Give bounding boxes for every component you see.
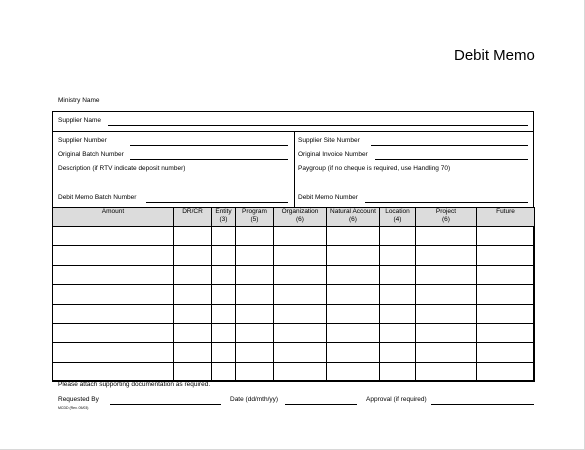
column-header-code: (3) [219, 216, 228, 223]
table-row [53, 265, 535, 284]
table-cell[interactable] [327, 227, 380, 246]
table-cell[interactable] [380, 227, 416, 246]
debit-memo-number-field[interactable] [365, 202, 528, 203]
table-cell[interactable] [236, 362, 274, 381]
table-cell[interactable] [477, 304, 535, 323]
paygroup-label: Paygroup (if no cheque is required, use Handling 70) [298, 165, 451, 172]
table-row [53, 323, 535, 342]
table-cell[interactable] [212, 323, 236, 342]
table-row [53, 285, 535, 304]
table-cell[interactable] [327, 285, 380, 304]
table-cell[interactable] [212, 304, 236, 323]
table-row [53, 343, 535, 362]
column-header-label: Organization [281, 208, 319, 215]
table-row [53, 246, 535, 265]
table-cell[interactable] [416, 343, 477, 362]
table-cell[interactable] [274, 227, 327, 246]
original-invoice-number-field[interactable] [375, 159, 528, 160]
table-cell[interactable] [380, 246, 416, 265]
column-header-code: (6) [442, 216, 450, 223]
column-header [477, 208, 535, 227]
column-header-label: Amount [101, 208, 125, 215]
approval-label: Approval (if required) [366, 396, 427, 403]
table-cell[interactable] [477, 246, 535, 265]
divider [53, 131, 533, 132]
table-body [53, 227, 535, 382]
form-code: MCDD (Rev. 05/03) [58, 406, 89, 410]
table-cell[interactable] [274, 323, 327, 342]
table-cell[interactable] [380, 285, 416, 304]
table-cell[interactable] [380, 362, 416, 381]
table-cell[interactable] [53, 362, 174, 381]
table-cell[interactable] [212, 343, 236, 362]
supplier-number-field[interactable] [130, 145, 288, 146]
table-cell[interactable] [212, 227, 236, 246]
table-cell[interactable] [274, 265, 327, 284]
date-label: Date (dd/mth/yy) [230, 396, 279, 403]
column-header-code: (6) [349, 216, 357, 223]
column-header [416, 208, 477, 227]
column-header [212, 208, 236, 227]
column-divider [294, 131, 295, 207]
approval-field[interactable] [431, 404, 534, 405]
table-row [53, 362, 535, 381]
table-cell[interactable] [477, 285, 535, 304]
table-cell[interactable] [174, 285, 212, 304]
supplier-number-label: Supplier Number [58, 137, 107, 144]
column-header-label: Natural Account [330, 208, 376, 215]
table-cell[interactable] [174, 343, 212, 362]
table-header-row [53, 208, 535, 227]
column-header [380, 208, 416, 227]
column-header [174, 208, 212, 227]
column-header-label: Future [496, 208, 515, 215]
table-cell[interactable] [174, 323, 212, 342]
column-header-code: (4) [393, 216, 402, 223]
table-cell[interactable] [327, 323, 380, 342]
column-header-code: (5) [250, 216, 259, 223]
table-cell[interactable] [274, 343, 327, 362]
debit-memo-batch-number-field[interactable] [146, 202, 288, 203]
column-header-label: Program [242, 208, 267, 215]
debit-memo-number-label: Debit Memo Number [298, 194, 358, 201]
table-cell[interactable] [212, 285, 236, 304]
table-cell[interactable] [416, 285, 477, 304]
original-batch-number-field[interactable] [130, 159, 288, 160]
table-cell[interactable] [174, 246, 212, 265]
table-cell[interactable] [53, 246, 174, 265]
debit-memo-batch-number-label: Debit Memo Batch Number [58, 194, 137, 201]
table-cell[interactable] [236, 227, 274, 246]
table-cell[interactable] [327, 362, 380, 381]
description-label: Description (if RTV indicate deposit number) [58, 165, 186, 172]
table-cell[interactable] [53, 285, 174, 304]
table-cell[interactable] [477, 343, 535, 362]
supplier-site-number-label: Supplier Site Number [298, 137, 360, 144]
attachment-note: Please attach supporting documentation as required. [58, 381, 211, 388]
column-header-label: Location [385, 208, 410, 215]
account-table [52, 207, 535, 382]
table-cell[interactable] [174, 304, 212, 323]
table-cell[interactable] [416, 304, 477, 323]
table-cell[interactable] [236, 343, 274, 362]
table-cell[interactable] [274, 304, 327, 323]
table-cell[interactable] [416, 265, 477, 284]
table-cell[interactable] [477, 323, 535, 342]
table-row [53, 227, 535, 246]
column-header [236, 208, 274, 227]
table-cell[interactable] [274, 285, 327, 304]
supplier-name-label: Supplier Name [58, 117, 101, 124]
table-cell[interactable] [380, 323, 416, 342]
table-cell[interactable] [236, 246, 274, 265]
table-cell[interactable] [236, 304, 274, 323]
table-cell[interactable] [327, 246, 380, 265]
table-cell[interactable] [236, 323, 274, 342]
table-cell[interactable] [212, 246, 236, 265]
table-cell[interactable] [327, 343, 380, 362]
table-cell[interactable] [416, 323, 477, 342]
table-cell[interactable] [327, 304, 380, 323]
table-cell[interactable] [477, 227, 535, 246]
supplier-name-field[interactable] [108, 125, 528, 126]
table-cell[interactable] [53, 265, 174, 284]
table-cell[interactable] [53, 323, 174, 342]
supplier-site-number-field[interactable] [371, 145, 528, 146]
table-cell[interactable] [380, 343, 416, 362]
column-header-label: Project [435, 208, 457, 215]
column-header-label: DR/CR [182, 208, 203, 215]
table-cell[interactable] [212, 362, 236, 381]
table-cell[interactable] [53, 227, 174, 246]
date-field[interactable] [285, 404, 357, 405]
table-cell[interactable] [174, 265, 212, 284]
table-cell[interactable] [274, 362, 327, 381]
table-cell[interactable] [477, 362, 535, 381]
column-header [53, 208, 174, 227]
original-batch-number-label: Original Batch Number [58, 151, 124, 158]
table-cell[interactable] [53, 343, 174, 362]
column-header-label: Entity [215, 208, 232, 215]
requested-by-field[interactable] [110, 404, 221, 405]
table-cell[interactable] [53, 304, 174, 323]
table-cell[interactable] [174, 362, 212, 381]
table-cell[interactable] [212, 265, 236, 284]
table-cell[interactable] [380, 265, 416, 284]
table-cell[interactable] [274, 246, 327, 265]
requested-by-label: Requested By [58, 396, 99, 403]
form-title: Debit Memo [454, 47, 535, 64]
column-header [327, 208, 380, 227]
table-cell[interactable] [380, 304, 416, 323]
ministry-name-label: Ministry Name [58, 97, 100, 104]
table-cell[interactable] [416, 362, 477, 381]
table-cell[interactable] [236, 285, 274, 304]
table-cell[interactable] [477, 265, 535, 284]
table-cell[interactable] [236, 265, 274, 284]
column-header-code: (6) [296, 216, 304, 223]
table-cell[interactable] [174, 227, 212, 246]
table-cell[interactable] [416, 246, 477, 265]
column-header [274, 208, 327, 227]
table-cell[interactable] [327, 265, 380, 284]
table-cell[interactable] [416, 227, 477, 246]
table-row [53, 304, 535, 323]
original-invoice-number-label: Original Invoice Number [298, 151, 368, 158]
